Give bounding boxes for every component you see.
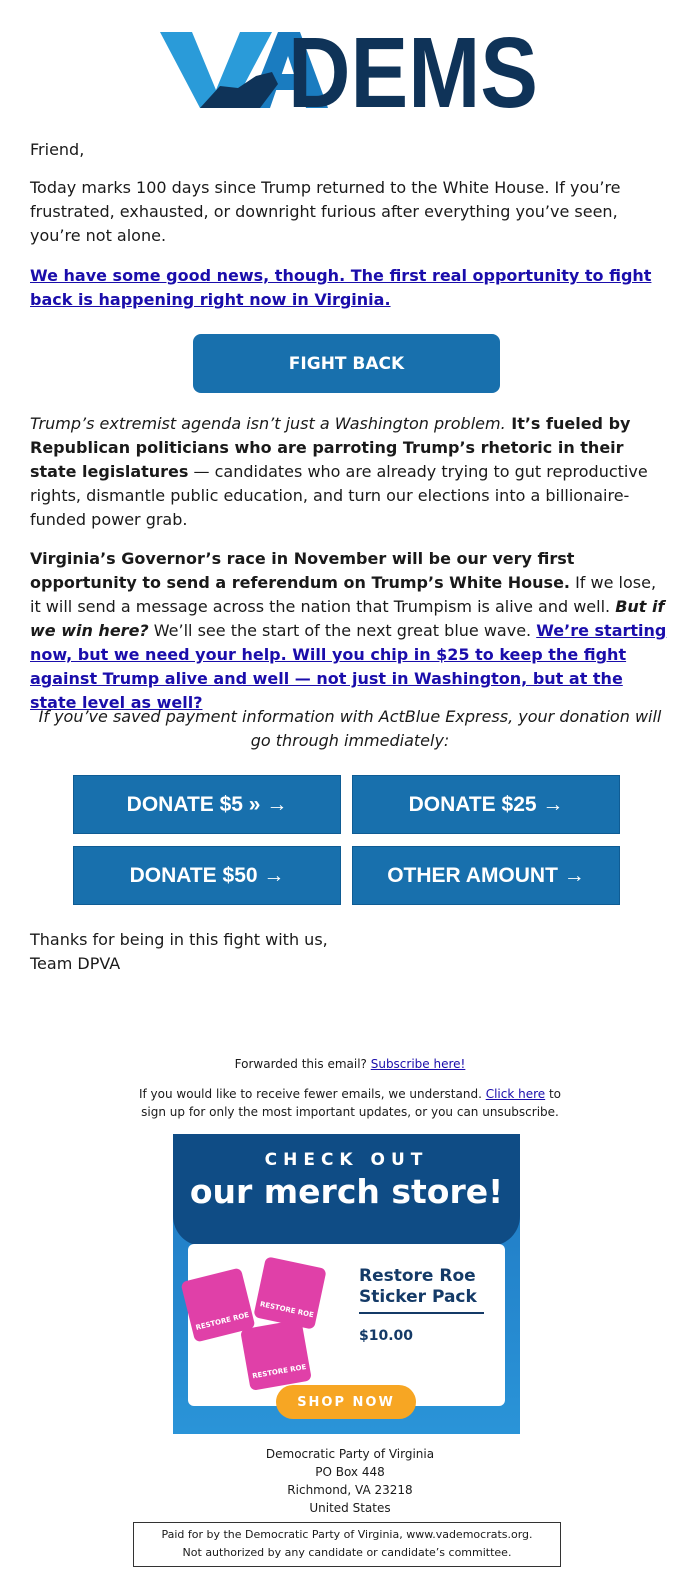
good-news-link[interactable]: We have some good news, though. The first real opportunity to fight back is happening right now in Virginia.: [30, 266, 652, 309]
vadems-logo: [160, 17, 540, 129]
sticker-label: RESTORE ROE: [251, 1362, 307, 1381]
address-line: Richmond, VA 23218: [287, 1483, 413, 1497]
referendum-bold-italic: But if we win here?: [30, 597, 665, 640]
sticker-image: [240, 1319, 312, 1391]
greeting: Friend,: [30, 140, 85, 159]
address-line: PO Box 448: [315, 1465, 385, 1479]
sticker-label: RESTORE ROE: [259, 1300, 315, 1320]
agenda-italic: Trump’s extremist agenda isn’t just a Washington problem.: [30, 414, 506, 433]
address-line: Democratic Party of Virginia: [265, 1447, 435, 1461]
sticker-label: RESTORE ROE: [194, 1310, 250, 1332]
paid-for-line1: Paid for by the Democratic Party of Virginia, www.vademocrats.org.: [161, 1528, 533, 1541]
agenda-rest: — candidates who are already trying to gut reproductive rights, dismantle public education, and turn our elections into a billionaire-funded power grab.: [30, 462, 648, 529]
sticker-image: [253, 1256, 327, 1330]
fewer-emails-note: [135, 1085, 565, 1121]
paid-for-disclaimer: [133, 1522, 561, 1567]
shop-now-button[interactable]: SHOP NOW: [276, 1385, 416, 1419]
actblue-note: If you’ve saved payment information with ActBlue Express, your donation will go through immediately:: [38, 707, 662, 750]
referendum-text2: We’ll see the start of the next great blue wave.: [148, 621, 537, 640]
referendum-bold: Virginia’s Governor’s race in November will be our very first opportunity to send a referendum on Trump’s White House.: [30, 549, 575, 592]
logo-dems-text: DEMS: [288, 17, 538, 129]
fight-back-button[interactable]: FIGHT BACK: [193, 334, 500, 393]
click-here-link[interactable]: Click here: [485, 1087, 546, 1101]
agenda-bold: It’s fueled by Republican politicians who are parroting Trump’s rhetoric in their state legislatures: [30, 414, 631, 481]
other-amount-button[interactable]: OTHER AMOUNT →: [352, 846, 620, 905]
good-news-paragraph: [30, 264, 670, 312]
forwarded-note: [30, 1055, 670, 1073]
signoff: [30, 928, 670, 976]
fewer-emails-text2: to sign up for only the most important updates, or you can unsubscribe.: [141, 1087, 562, 1119]
merch-check-out: CHECK OUT: [264, 1150, 429, 1170]
product-name: Restore Roe Sticker Pack: [359, 1266, 477, 1307]
fewer-emails-text1: If you would like to receive fewer emails, we understand.: [138, 1087, 486, 1101]
subscribe-link[interactable]: Subscribe here!: [370, 1057, 466, 1071]
address-line: United States: [309, 1501, 391, 1515]
merch-store-banner[interactable]: [173, 1134, 520, 1434]
signoff-line1: Thanks for being in this fight with us,: [30, 930, 328, 949]
donate-25-button[interactable]: DONATE $25 →: [352, 775, 620, 834]
referendum-text1: If we lose, it will send a message across the nation that Trumpism is alive and well.: [30, 573, 657, 616]
forwarded-text: Forwarded this email?: [234, 1057, 371, 1071]
mailing-address: [30, 1445, 670, 1517]
referendum-paragraph: [30, 547, 670, 715]
merch-title: our merch store!: [189, 1172, 504, 1211]
product-price: $10.00: [359, 1328, 414, 1344]
signoff-line2: Team DPVA: [30, 954, 121, 973]
donate-5-button[interactable]: DONATE $5 » →: [73, 775, 341, 834]
paid-for-line2: Not authorized by any candidate or candidate’s committee.: [182, 1546, 512, 1559]
intro-paragraph: Today marks 100 days since Trump returned to the White House. If you’re frustrated, exhausted, or downright furious after everything you’ve seen, you’re not alone.: [30, 178, 621, 245]
chip-in-link[interactable]: We’re starting now, but we need your help. Will you chip in $25 to keep the fight against Trump alive and well — not just in Washington, but at the state level as well?: [30, 621, 667, 712]
donate-50-button[interactable]: DONATE $50 →: [73, 846, 341, 905]
product-divider: [359, 1312, 484, 1314]
agenda-paragraph: [30, 412, 670, 532]
